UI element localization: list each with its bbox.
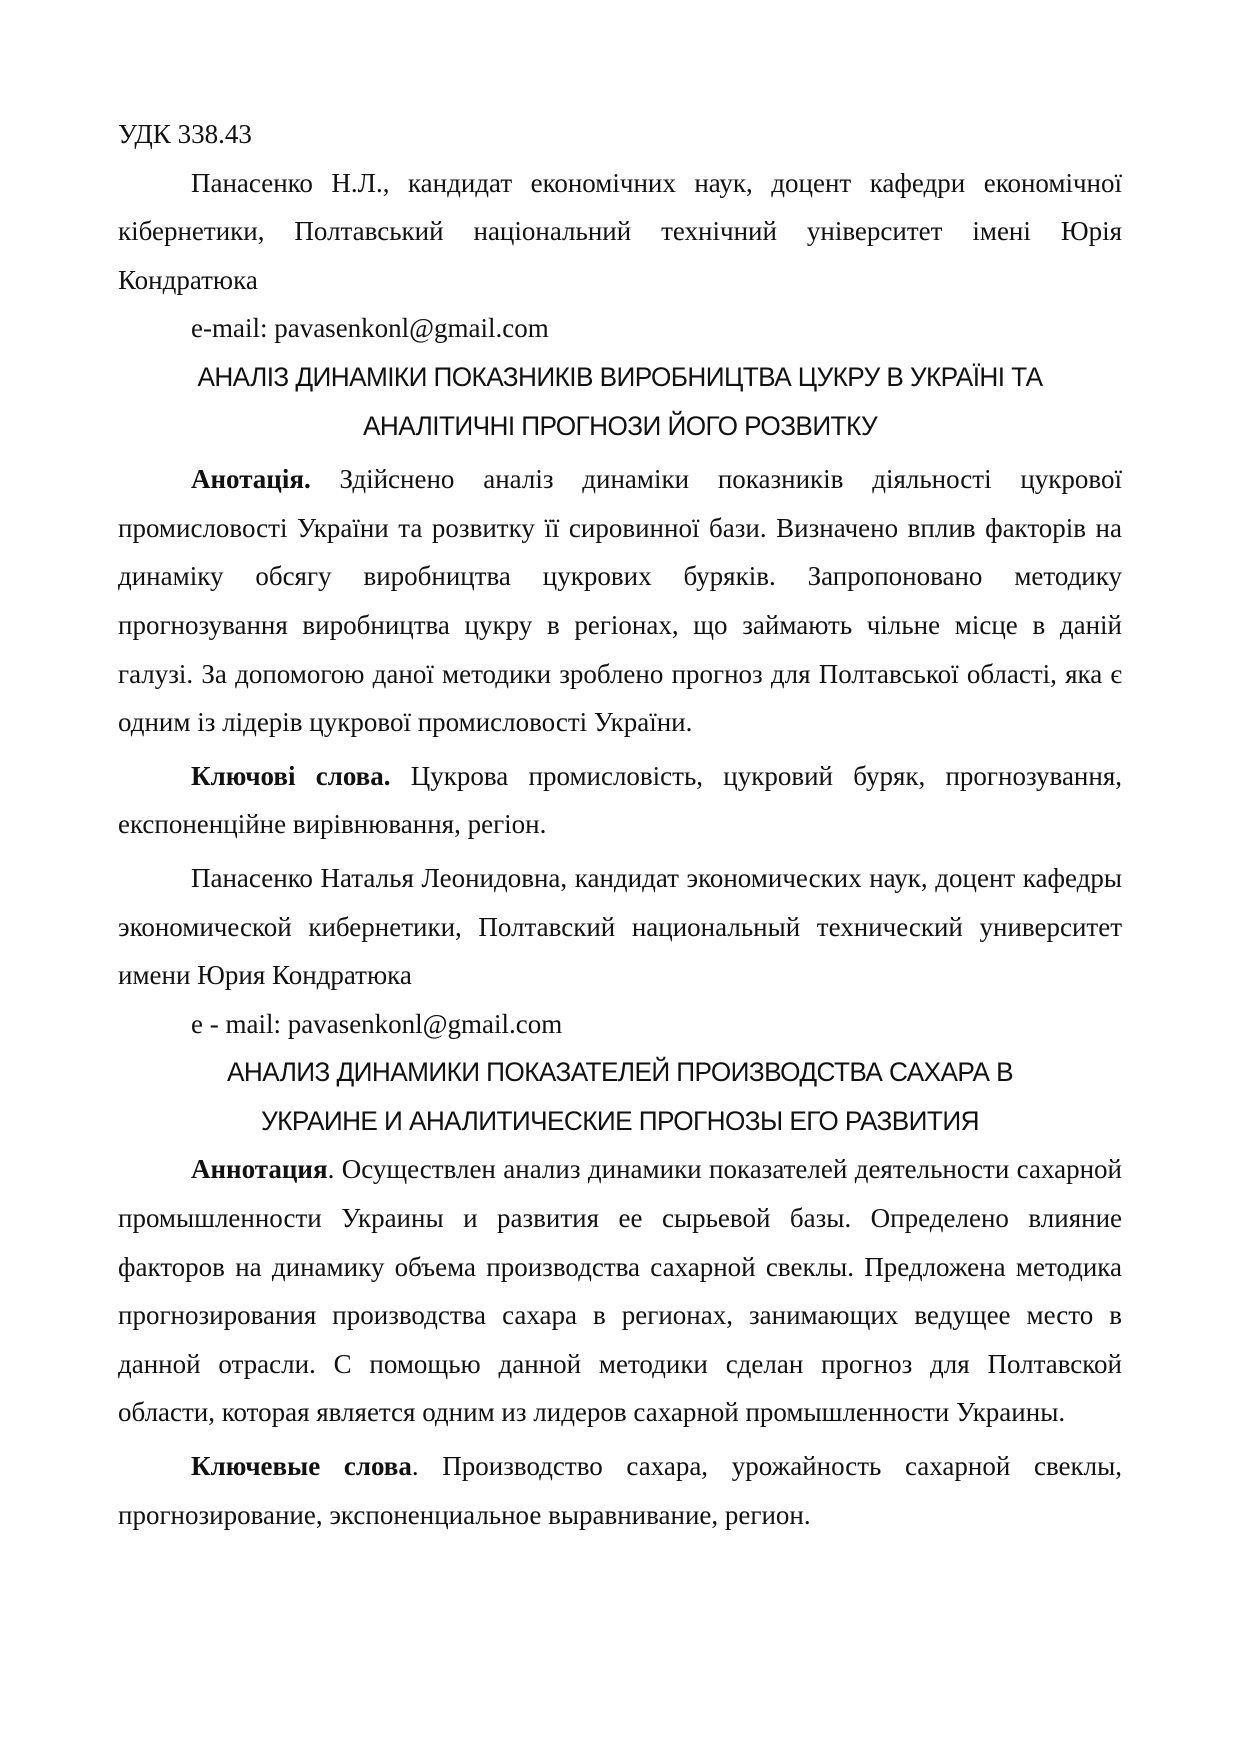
ua-abstract-label: Анотація. (191, 464, 311, 495)
ua-title-line-1: АНАЛІЗ ДИНАМІКИ ПОКАЗНИКІВ ВИРОБНИЦТВА ЦУКРУ В УКРАЇНІ ТА (197, 361, 1043, 392)
udc-code: УДК 338.43 (118, 119, 252, 149)
ua-email: e-mail: pavasenkonl@gmail.com (191, 313, 549, 344)
ru-title-line-1: АНАЛИЗ ДИНАМИКИ ПОКАЗАТЕЛЕЙ ПРОИЗВОДСТВА САХАРА В (227, 1057, 1013, 1088)
ua-title (118, 353, 1122, 450)
ru-author-info: Панасенко Наталья Леонидовна, кандидат экономических наук, доцент кафедры экономической кибернетики, Полтавский национальный технический университет имени Юрия Кондратюка (118, 862, 1122, 991)
ru-abstract (118, 1145, 1122, 1437)
ua-abstract-text: Здійснено аналіз динаміки показників діяльності цукрової промисловості України та розвитку її сировинної бази. Визначено вплив факторів на динаміку обсягу виробництва цукрових буряків. Запропоновано методику прогнозування виробництва цукру в регіонах, що займають чільне місце в даній галузі. За допомогою даної методики зроблено прогноз для Полтавської області, яка є одним із лідерів цукрової промисловості України. (118, 464, 1122, 738)
ru-keywords-text: . Производство сахара, урожайность сахарной свеклы, прогнозирование, экспоненциальное выравнивание, регион. (118, 1451, 1122, 1530)
ua-keywords-label: Ключові слова. (191, 760, 391, 791)
ru-email: e - mail: pavasenkonl@gmail.com (191, 1008, 563, 1039)
ru-title (118, 1048, 1122, 1145)
ru-title-line-2: УКРАИНЕ И АНАЛИТИЧЕСКИЕ ПРОГНОЗЫ ЕГО РАЗВИТИЯ (261, 1105, 979, 1136)
ua-author-info: Панасенко Н.Л., кандидат економічних наук, доцент кафедри економічної кібернетики, Полтавський національний технічний університет імені Юрія Кондратюка (118, 167, 1122, 295)
ru-abstract-text: . Осуществлен анализ динамики показателей деятельности сахарной промышленности Украины и развития ее сырьевой базы. Определено влияние факторов на динамику объема производства сахарной свеклы. Предложена методика прогнозирования производства сахара в регионах, занимающих ведущее место в данной отрасли. С помощью данной методики сделан прогноз для Полтавской области, которая является одним из лидеров сахарной промышленности Украины. (118, 1154, 1122, 1428)
ua-keywords-text: Цукрова промисловість, цукровий буряк, прогнозування, експоненційне вирівнювання, регіон. (118, 760, 1122, 840)
ua-keywords (118, 752, 1122, 849)
ua-abstract (118, 455, 1122, 747)
ru-keywords (118, 1442, 1122, 1539)
ru-keywords-label: Ключевые слова (191, 1451, 412, 1482)
ua-title-line-2: АНАЛІТИЧНІ ПРОГНОЗИ ЙОГО РОЗВИТКУ (362, 410, 878, 441)
ru-abstract-label: Аннотация (191, 1154, 328, 1185)
document-page (118, 110, 1122, 1539)
